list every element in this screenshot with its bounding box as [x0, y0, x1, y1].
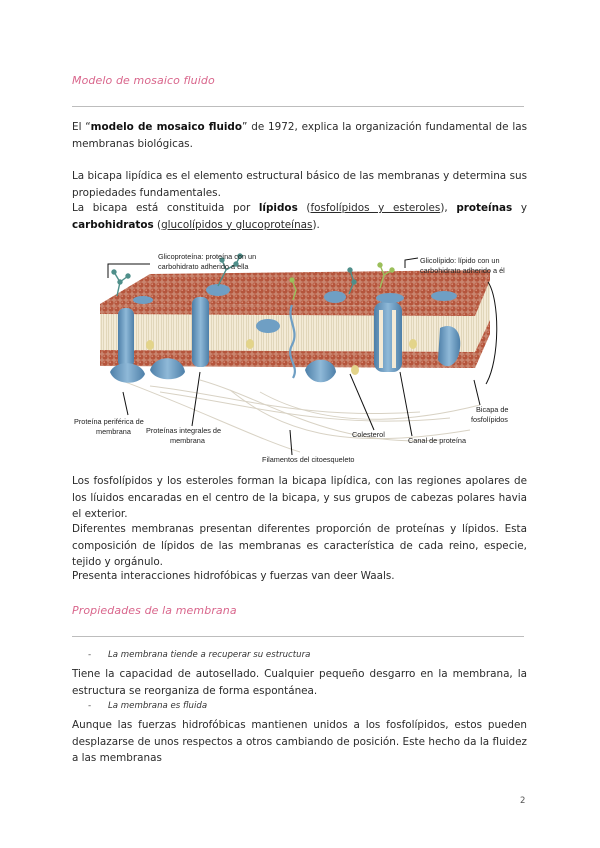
bullet-text: La membrana es fluida — [108, 701, 208, 711]
label-protein-channel: Canal de proteína — [408, 436, 467, 445]
label-glycoprotein-1: Glicoproteína: proteína con un — [158, 252, 257, 261]
paragraph-fluidez: Aunque las fuerzas hidrofóbicas mantienen unidos a los fosfolípidos, estos pueden desplazarse de unos respectos a otros cambiando de posición. Este hecho da la fluidez a las membranas — [72, 719, 527, 764]
term-glucolipidos: glucolípidos y glucoproteínas — [161, 218, 313, 231]
term-carbohidratos: carbohidratos — [72, 218, 154, 231]
punct: ( — [297, 202, 311, 214]
paragraph-bilayer-formation: Los fosfolípidos y los esteroles forman la bicapa lipídica, con las regiones apolares de los líuidos encaradas en el centro de la bicapa, y sus grupos de cabezas polares havia el exterior. — [72, 475, 527, 520]
lipid-bilayer — [100, 270, 490, 368]
label-peripheral-2: membrana — [96, 427, 131, 436]
punct: ), — [440, 202, 457, 214]
section-divider — [72, 636, 524, 637]
bullet-dash: - — [88, 701, 92, 711]
label-bilayer-1: Bicapa de — [476, 405, 509, 414]
intro-bold-term: modelo de mosaico fluido — [90, 121, 243, 133]
label-glycoprotein-2: carbohidrato adherido a ella — [158, 262, 249, 271]
punct: ( — [153, 218, 162, 231]
term-lipidos: lípidos — [258, 202, 298, 214]
paragraph-bicapa: La bicapa lipídica es el elemento estructural básico de las membranas y determina sus propiedades fundamentales. — [72, 170, 527, 199]
label-bilayer-2: fosfolípidos — [471, 415, 508, 424]
label-filaments: Filamentos del citoesqueleto — [262, 455, 355, 464]
term-proteinas: proteínas — [456, 202, 513, 214]
section-title-propiedades: Propiedades de la membrana — [72, 604, 237, 617]
bullet-dash: - — [88, 650, 92, 660]
label-peripheral-1: Proteína periférica de — [74, 417, 144, 426]
bullet-fluida — [88, 701, 207, 711]
label-integral-1: Proteínas integrales de — [146, 426, 222, 435]
intro-text-start: El “ — [72, 121, 91, 133]
page-number: 2 — [520, 796, 526, 806]
punct: y — [512, 202, 527, 214]
paragraph-autosellado: Tiene la capacidad de autosellado. Cualquier pequeño desgarro en la membrana, la estructura se reorganiza de forma espontánea. — [72, 668, 527, 697]
label-glycolipid-2: carbohidrato adherido a él — [420, 266, 505, 275]
label-cholesterol: Colesterol — [352, 430, 385, 439]
bullet-recupera — [88, 650, 310, 660]
bullet-text: La membrana tiende a recuperar su estructura — [108, 650, 311, 660]
section-title-mosaico: Modelo de mosaico fluido — [72, 74, 215, 87]
label-integral-2: membrana — [170, 436, 205, 445]
intro-text-end: ” de 1972, explica la organización fundamental de las membranas biológicas. — [72, 121, 527, 150]
term-fosfolipidos: fosfolípidos y esteroles — [310, 202, 441, 214]
paragraph-interactions: Presenta interacciones hidrofóbicas y fuerzas van deer Waals. — [72, 570, 395, 582]
punct: ). — [312, 218, 320, 231]
paragraph-membrane-differences: Diferentes membranas presentan diferentes proporción de proteínas y lípidos. Esta composición de lípidos de las membranas es característica de cada reino, especie, tejido y orgánulo. — [72, 523, 527, 568]
label-glycolipid-1: Glicolípido: lípido con un — [420, 256, 500, 265]
constituents-text: La bicapa está constituida por — [72, 202, 259, 214]
